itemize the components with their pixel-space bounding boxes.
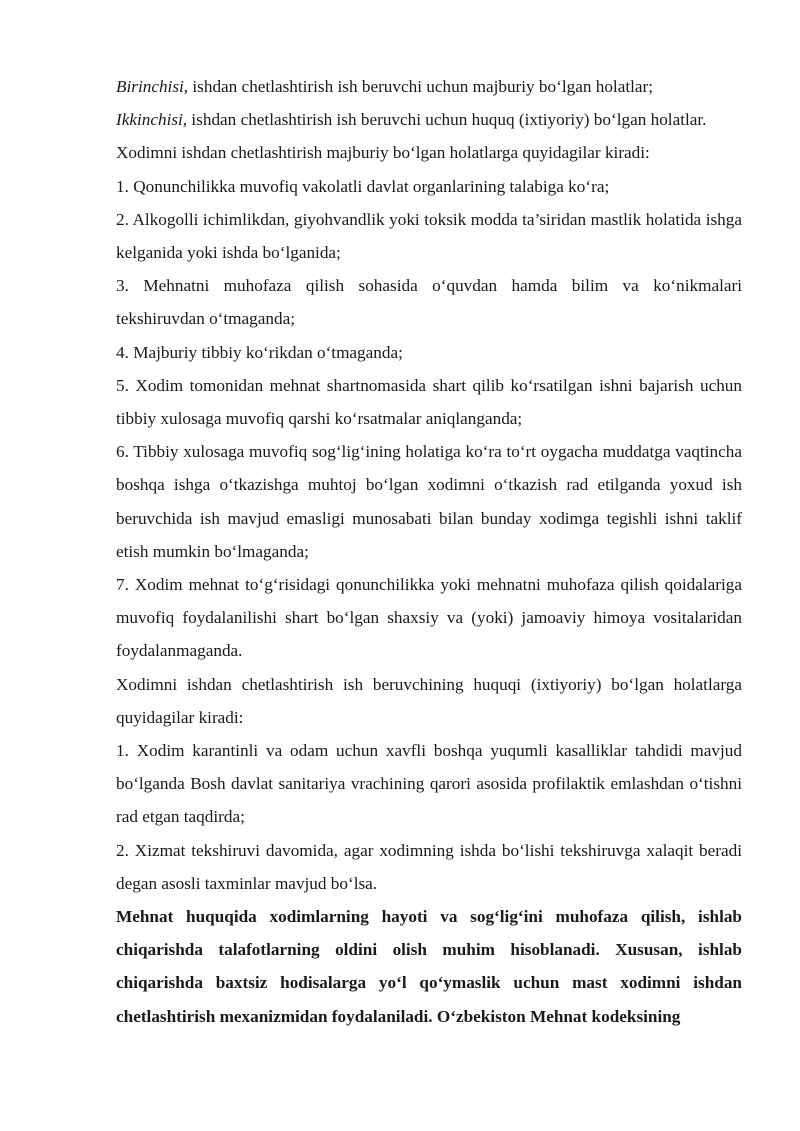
- paragraph-4: 1. Qonunchilikka muvofiq vakolatli davlat organlarining talabiga ko‘ra;: [116, 176, 610, 196]
- italic-lead: Ikkinchisi,: [116, 110, 188, 130]
- paragraph-5: 2. Alkogolli ichimlikdan, giyohvandlik yoki toksik modda ta’siridan mastlik holatida ishga kelganida yoki ishda bo‘lganida;: [116, 209, 742, 263]
- paragraph-3: Xodimni ishdan chetlashtirish majburiy bo‘lgan holatlarga quyidagilar kiradi:: [116, 143, 650, 163]
- paragraph-12: 1. Xodim karantinli va odam uchun xavfli boshqa yuqumli kasalliklar tahdidi mavjud bo‘lganda Bosh davlat sanitariya vrachining qarori asosida profilaktik emlashdan o‘tishni rad etgan taqdirda;: [116, 741, 742, 827]
- paragraph-text: ishdan chetlashtirish ish beruvchi uchun majburiy bo‘lgan holatlar;: [188, 77, 654, 96]
- document-page: [116, 70, 742, 1033]
- paragraph-10: 7. Xodim mehnat to‘g‘risidagi qonunchilikka yoki mehnatni muhofaza qilish qoidalariga muvofiq foydalanilishi shart bo‘lgan shaxsiy va (yoki) jamoaviy himoya vositalaridan foydalanmaganda.: [116, 575, 742, 661]
- paragraph-1: [116, 70, 742, 103]
- paragraph-11: Xodimni ishdan chetlashtirish ish beruvchining huquqi (ixtiyoriy) bo‘lgan holatlarga quyidagilar kiradi:: [116, 674, 742, 727]
- paragraph-6: 3. Mehnatni muhofaza qilish sohasida o‘quvdan hamda bilim va ko‘nikmalari tekshiruvdan o‘tmaganda;: [116, 276, 742, 329]
- paragraph-13: 2. Xizmat tekshiruvi davomida, agar xodimning ishda bo‘lishi tekshiruvga xalaqit beradi degan asosli taxminlar mavjud bo‘lsa.: [116, 840, 742, 893]
- paragraph-9: 6. Tibbiy xulosaga muvofiq sog‘lig‘ining holatiga ko‘ra to‘rt oygacha muddatga vaqtincha boshqa ishga o‘tkazishga muhtoj bo‘lgan xodimni o‘tkazish rad etilganda yoxud ish beruvchida ish mavjud emasligi munosabati bilan bunday xodimga tegishli ishni taklif etish mumkin bo‘lmaganda;: [116, 442, 742, 561]
- paragraph-7: 4. Majburiy tibbiy ko‘rikdan o‘tmaganda;: [116, 342, 403, 362]
- paragraph-14-bold: Mehnat huquqida xodimlarning hayoti va sog‘lig‘ini muhofaza qilish, ishlab chiqarishda talafotlarning oldini olish muhim hisoblanadi. Xususan, ishlab chiqarishda baxtsiz hodisalarga yo‘l qo‘ymaslik uchun mast xodimni ishdan chetlashtirish mexanizmidan foydalaniladi. O‘zbekiston Mehnat kodeksining: [116, 907, 742, 1026]
- paragraph-2: [116, 103, 742, 136]
- paragraph-text: ishdan chetlashtirish ish beruvchi uchun huquq (ixtiyoriy) bo‘lgan holatlar.: [187, 110, 707, 130]
- paragraph-8: 5. Xodim tomonidan mehnat shartnomasida shart qilib ko‘rsatilgan ishni bajarish uchun tibbiy xulosaga muvofiq qarshi ko‘rsatmalar aniqlanganda;: [116, 375, 742, 429]
- italic-lead: Birinchisi,: [116, 77, 189, 96]
